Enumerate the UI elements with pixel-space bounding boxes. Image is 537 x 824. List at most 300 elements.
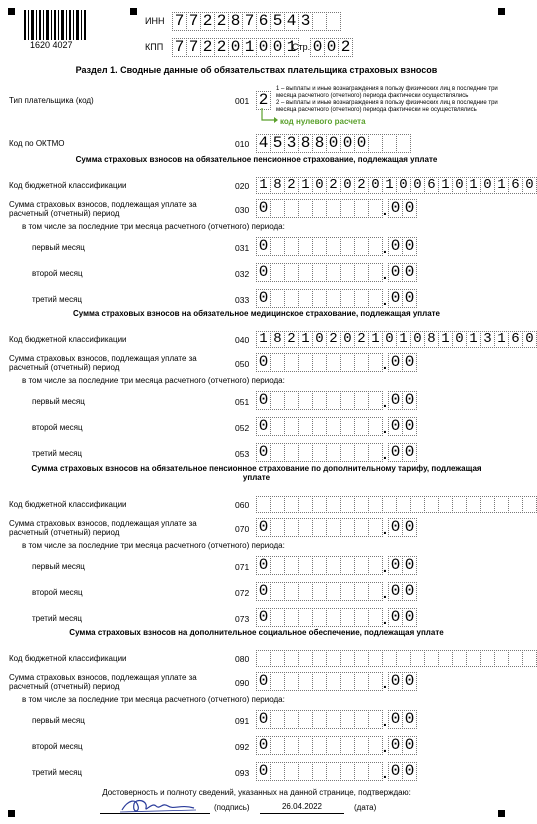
signature: [118, 796, 198, 818]
char-cell: 8: [312, 134, 327, 153]
char-cell: 2: [200, 38, 215, 57]
decimal-point: .: [383, 356, 387, 372]
decimal-point: .: [383, 765, 387, 781]
char-cell: 0: [340, 177, 355, 194]
rubles-cells: [256, 736, 382, 755]
char-cell: [270, 582, 285, 601]
char-cell: [326, 289, 341, 308]
char-cell: [312, 443, 327, 462]
char-cell: [354, 496, 369, 513]
char-cell: [480, 496, 495, 513]
char-cell: 2: [326, 177, 341, 194]
char-cell: [508, 496, 523, 513]
page-title: Раздел 1. Сводные данные об обязательствах плательщика страховых взносов: [75, 65, 438, 75]
decimal-point: .: [383, 266, 387, 282]
char-cell: [270, 443, 285, 462]
char-cell: [284, 289, 299, 308]
char-cell: [354, 710, 369, 729]
char-cell: [270, 762, 285, 781]
char-cell: [298, 443, 313, 462]
signature-line: [100, 813, 210, 814]
rubles-cells: [256, 710, 382, 729]
char-cell: 8: [424, 331, 439, 348]
corner-marker: [130, 8, 137, 15]
char-cell: [284, 391, 299, 410]
char-cell: [368, 710, 383, 729]
kopecks-cells: [388, 736, 416, 755]
kopecks-cells: [388, 353, 416, 372]
char-cell: [284, 736, 299, 755]
char-cell: 2: [284, 177, 299, 194]
char-cell: 0: [452, 177, 467, 194]
annotation-arrow: [258, 108, 278, 124]
rubles-cells: [256, 353, 382, 372]
section-title: Сумма страховых взносов на обязательное медицинское страхование, подлежащая уплате: [72, 309, 441, 318]
char-cell: 2: [214, 38, 229, 57]
char-cell: 0: [256, 38, 271, 57]
char-cell: [340, 710, 355, 729]
char-cell: [522, 496, 537, 513]
amount-field[interactable]: [256, 556, 416, 575]
char-cell: [270, 736, 285, 755]
char-cell: [368, 736, 383, 755]
char-cell: 0: [256, 263, 271, 282]
char-cell: [270, 263, 285, 282]
kopecks-cells: [388, 391, 416, 410]
char-cell: [368, 443, 383, 462]
char-cell: [354, 582, 369, 601]
char-cell: [452, 496, 467, 513]
char-cell: 0: [382, 331, 397, 348]
char-cell: [522, 650, 537, 667]
kopecks-cells: [388, 417, 416, 436]
char-cell: [284, 443, 299, 462]
char-cell: 6: [424, 177, 439, 194]
row-code: 091: [235, 716, 250, 726]
char-cell: 1: [382, 177, 397, 194]
char-cell: 2: [284, 331, 299, 348]
char-cell: 0: [402, 762, 417, 781]
decimal-point: .: [383, 521, 387, 537]
char-cell: 0: [310, 38, 325, 57]
char-cell: [354, 353, 369, 372]
char-cell: [270, 353, 285, 372]
char-cell: 1: [256, 177, 271, 194]
char-cell: 1: [284, 38, 299, 57]
char-cell: [312, 608, 327, 627]
char-cell: 0: [256, 672, 271, 691]
payer-note-2: 2 – выплаты и иные вознаграждения в пользу физических лиц в последние три месяца расчетного (отчетного) периода фактически не осуществлялись: [276, 100, 498, 113]
rubles-cells: [256, 289, 382, 308]
row-label: Код бюджетной классификации: [9, 500, 127, 509]
rubles-cells: [256, 237, 382, 256]
rubles-cells: [256, 518, 382, 537]
char-cell: 2: [338, 38, 353, 57]
char-cell: [508, 650, 523, 667]
char-cell: [256, 496, 271, 513]
char-cell: [326, 608, 341, 627]
decimal-point: .: [383, 559, 387, 575]
char-cell: [298, 762, 313, 781]
row-code: 092: [235, 742, 250, 752]
rubles-cells: [256, 263, 382, 282]
char-cell: 1: [466, 331, 481, 348]
char-cell: [340, 496, 355, 513]
char-cell: 0: [270, 38, 285, 57]
row-label: третий месяц: [32, 614, 82, 623]
char-cell: [480, 650, 495, 667]
char-cell: 0: [388, 353, 403, 372]
amount-field[interactable]: [256, 237, 416, 256]
char-cell: [354, 518, 369, 537]
kopecks-cells: [388, 518, 416, 537]
char-cell: [284, 650, 299, 667]
char-cell: [298, 353, 313, 372]
char-cell: [270, 556, 285, 575]
char-cell: [354, 199, 369, 218]
inn-label: ИНН: [145, 16, 165, 26]
char-cell: [270, 650, 285, 667]
row-code: 033: [235, 295, 250, 305]
char-cell: [368, 672, 383, 691]
char-cell: [368, 237, 383, 256]
char-cell: [494, 650, 509, 667]
char-cell: [270, 710, 285, 729]
char-cell: [368, 518, 383, 537]
char-cell: [298, 582, 313, 601]
char-cell: [312, 199, 327, 218]
row-code: 071: [235, 562, 250, 572]
char-cell: 0: [402, 353, 417, 372]
char-cell: 2: [256, 91, 271, 110]
char-cell: [340, 672, 355, 691]
char-cell: [368, 134, 383, 153]
zero-report-annotation: код нулевого расчета: [280, 117, 366, 126]
char-cell: [340, 263, 355, 282]
corner-marker: [498, 810, 505, 817]
page-number-field[interactable]: [310, 38, 352, 57]
char-cell: [284, 518, 299, 537]
char-cell: [312, 417, 327, 436]
char-cell: [368, 582, 383, 601]
char-cell: [340, 608, 355, 627]
char-cell: [298, 199, 313, 218]
char-cell: [326, 736, 341, 755]
char-cell: [382, 496, 397, 513]
char-cell: 2: [354, 331, 369, 348]
char-cell: 0: [256, 518, 271, 537]
char-cell: [354, 762, 369, 781]
row-label: второй месяц: [32, 588, 83, 597]
char-cell: [354, 556, 369, 575]
char-cell: [312, 518, 327, 537]
char-cell: [298, 736, 313, 755]
amount-field[interactable]: [256, 582, 416, 601]
char-cell: 0: [256, 353, 271, 372]
char-cell: [368, 353, 383, 372]
row-label: второй месяц: [32, 742, 83, 751]
char-cell: 0: [402, 518, 417, 537]
row-label: Код бюджетной классификации: [9, 335, 127, 344]
row-label: третий месяц: [32, 449, 82, 458]
rubles-cells: [256, 608, 382, 627]
row-code: 073: [235, 614, 250, 624]
subperiod-note: в том числе за последние три месяца расчетного (отчетного) периода:: [22, 541, 285, 550]
char-cell: 1: [396, 331, 411, 348]
char-cell: 2: [214, 12, 229, 31]
char-cell: 0: [522, 331, 537, 348]
char-cell: [326, 710, 341, 729]
char-cell: [298, 672, 313, 691]
char-cell: 0: [402, 237, 417, 256]
char-cell: 0: [340, 134, 355, 153]
row-code: 032: [235, 269, 250, 279]
char-cell: 0: [256, 199, 271, 218]
char-cell: 7: [242, 12, 257, 31]
char-cell: [340, 736, 355, 755]
char-cell: 6: [256, 12, 271, 31]
char-cell: 1: [438, 331, 453, 348]
row-label: Код бюджетной классификации: [9, 181, 127, 190]
char-cell: [354, 237, 369, 256]
char-cell: 0: [522, 177, 537, 194]
char-cell: 1: [242, 38, 257, 57]
char-cell: [270, 237, 285, 256]
char-cell: [452, 650, 467, 667]
char-cell: [298, 417, 313, 436]
inn-field[interactable]: [172, 12, 340, 31]
rubles-cells: [256, 391, 382, 410]
char-cell: [326, 762, 341, 781]
char-cell: 0: [256, 417, 271, 436]
char-cell: [312, 263, 327, 282]
char-cell: 0: [402, 556, 417, 575]
char-cell: 0: [388, 710, 403, 729]
kbk-field[interactable]: [256, 177, 536, 194]
char-cell: [396, 650, 411, 667]
char-cell: [284, 263, 299, 282]
barcode-number: 1620 4027: [30, 40, 73, 50]
char-cell: [270, 417, 285, 436]
char-cell: [368, 391, 383, 410]
char-cell: 0: [410, 177, 425, 194]
char-cell: [284, 608, 299, 627]
char-cell: [284, 672, 299, 691]
date-label: (дата): [354, 803, 377, 812]
char-cell: [438, 650, 453, 667]
char-cell: 7: [172, 38, 187, 57]
char-cell: [354, 417, 369, 436]
char-cell: [298, 289, 313, 308]
kopecks-cells: [388, 710, 416, 729]
subperiod-note: в том числе за последние три месяца расчетного (отчетного) периода:: [22, 376, 285, 385]
payer-type-code: 001: [235, 96, 250, 106]
char-cell: [326, 556, 341, 575]
rubles-cells: [256, 417, 382, 436]
char-cell: [312, 672, 327, 691]
char-cell: [326, 237, 341, 256]
char-cell: [298, 608, 313, 627]
amount-field[interactable]: [256, 417, 416, 436]
char-cell: 0: [256, 289, 271, 308]
char-cell: [354, 443, 369, 462]
row-code: 050: [235, 359, 250, 369]
char-cell: [354, 736, 369, 755]
char-cell: 0: [228, 38, 243, 57]
char-cell: [424, 496, 439, 513]
char-cell: [312, 289, 327, 308]
amount-field[interactable]: [256, 608, 416, 627]
char-cell: [326, 672, 341, 691]
kpp-field[interactable]: [172, 38, 298, 57]
char-cell: 0: [256, 762, 271, 781]
amount-field[interactable]: [256, 710, 416, 729]
char-cell: [494, 496, 509, 513]
char-cell: [312, 353, 327, 372]
char-cell: 0: [402, 582, 417, 601]
amount-field[interactable]: [256, 391, 416, 410]
char-cell: [340, 199, 355, 218]
char-cell: 0: [256, 556, 271, 575]
char-cell: 0: [354, 134, 369, 153]
char-cell: 2: [354, 177, 369, 194]
char-cell: [284, 556, 299, 575]
amount-field[interactable]: [256, 263, 416, 282]
char-cell: 7: [186, 12, 201, 31]
decimal-point: .: [383, 585, 387, 601]
char-cell: [284, 496, 299, 513]
kpp-label: КПП: [145, 42, 164, 52]
char-cell: 0: [388, 417, 403, 436]
subperiod-note: в том числе за последние три месяца расчетного (отчетного) периода:: [22, 222, 285, 231]
char-cell: [298, 650, 313, 667]
decimal-point: .: [383, 202, 387, 218]
amount-field[interactable]: [256, 762, 416, 781]
kopecks-cells: [388, 608, 416, 627]
char-cell: [298, 518, 313, 537]
char-cell: [298, 391, 313, 410]
row-label: второй месяц: [32, 423, 83, 432]
char-cell: [270, 672, 285, 691]
char-cell: [326, 12, 341, 31]
char-cell: [340, 762, 355, 781]
char-cell: [312, 496, 327, 513]
char-cell: [340, 518, 355, 537]
char-cell: [312, 556, 327, 575]
char-cell: [298, 263, 313, 282]
char-cell: [270, 199, 285, 218]
char-cell: [340, 237, 355, 256]
row-label: второй месяц: [32, 269, 83, 278]
char-cell: 4: [284, 12, 299, 31]
char-cell: 0: [388, 289, 403, 308]
corner-marker: [8, 810, 15, 817]
decimal-point: .: [383, 675, 387, 691]
char-cell: [312, 650, 327, 667]
rubles-cells: [256, 762, 382, 781]
char-cell: [424, 650, 439, 667]
row-code: 070: [235, 524, 250, 534]
char-cell: 0: [402, 608, 417, 627]
amount-field[interactable]: [256, 672, 416, 691]
row-code: 040: [235, 335, 250, 345]
char-cell: 0: [480, 177, 495, 194]
row-label: третий месяц: [32, 768, 82, 777]
char-cell: 0: [388, 556, 403, 575]
char-cell: [368, 762, 383, 781]
char-cell: 1: [466, 177, 481, 194]
char-cell: [326, 417, 341, 436]
char-cell: 0: [368, 177, 383, 194]
char-cell: [368, 289, 383, 308]
char-cell: 0: [324, 38, 339, 57]
char-cell: [340, 556, 355, 575]
date-value: 26.04.2022: [281, 802, 323, 811]
char-cell: 0: [402, 443, 417, 462]
decimal-point: .: [383, 292, 387, 308]
char-cell: 0: [388, 736, 403, 755]
row-code: 080: [235, 654, 250, 664]
char-cell: 2: [200, 12, 215, 31]
row-label: Сумма страховых взносов, подлежащая уплате за расчетный (отчетный) период: [9, 519, 197, 537]
row-label: Код бюджетной классификации: [9, 654, 127, 663]
char-cell: 0: [396, 177, 411, 194]
char-cell: [298, 496, 313, 513]
char-cell: 0: [402, 199, 417, 218]
char-cell: 0: [410, 331, 425, 348]
char-cell: [270, 608, 285, 627]
char-cell: [284, 353, 299, 372]
char-cell: [340, 443, 355, 462]
char-cell: [326, 650, 341, 667]
char-cell: [368, 496, 383, 513]
kbk-field[interactable]: [256, 331, 536, 348]
char-cell: 0: [340, 331, 355, 348]
amount-field[interactable]: [256, 443, 416, 462]
char-cell: 0: [388, 237, 403, 256]
row-label: третий месяц: [32, 295, 82, 304]
row-label: Сумма страховых взносов, подлежащая уплате за расчетный (отчетный) период: [9, 200, 197, 218]
char-cell: 0: [388, 672, 403, 691]
amount-field[interactable]: [256, 199, 416, 218]
decimal-point: .: [383, 240, 387, 256]
char-cell: [354, 263, 369, 282]
amount-field[interactable]: [256, 353, 416, 372]
amount-field[interactable]: [256, 518, 416, 537]
kbk-field[interactable]: [256, 650, 536, 667]
kopecks-cells: [388, 556, 416, 575]
char-cell: [326, 496, 341, 513]
char-cell: [466, 496, 481, 513]
char-cell: 0: [388, 443, 403, 462]
amount-field[interactable]: [256, 289, 416, 308]
kbk-field[interactable]: [256, 496, 536, 513]
rubles-cells: [256, 556, 382, 575]
char-cell: 3: [284, 134, 299, 153]
kopecks-cells: [388, 672, 416, 691]
char-cell: [382, 650, 397, 667]
char-cell: [298, 237, 313, 256]
char-cell: [368, 199, 383, 218]
kopecks-cells: [388, 237, 416, 256]
row-code: 031: [235, 243, 250, 253]
char-cell: 3: [298, 12, 313, 31]
char-cell: [368, 263, 383, 282]
section-title: Сумма страховых взносов на обязательное пенсионное страхование по дополнительному тарифу, подлежащая уплате: [31, 464, 482, 482]
amount-field[interactable]: [256, 736, 416, 755]
oktmo-field[interactable]: [256, 134, 410, 153]
char-cell: [284, 199, 299, 218]
